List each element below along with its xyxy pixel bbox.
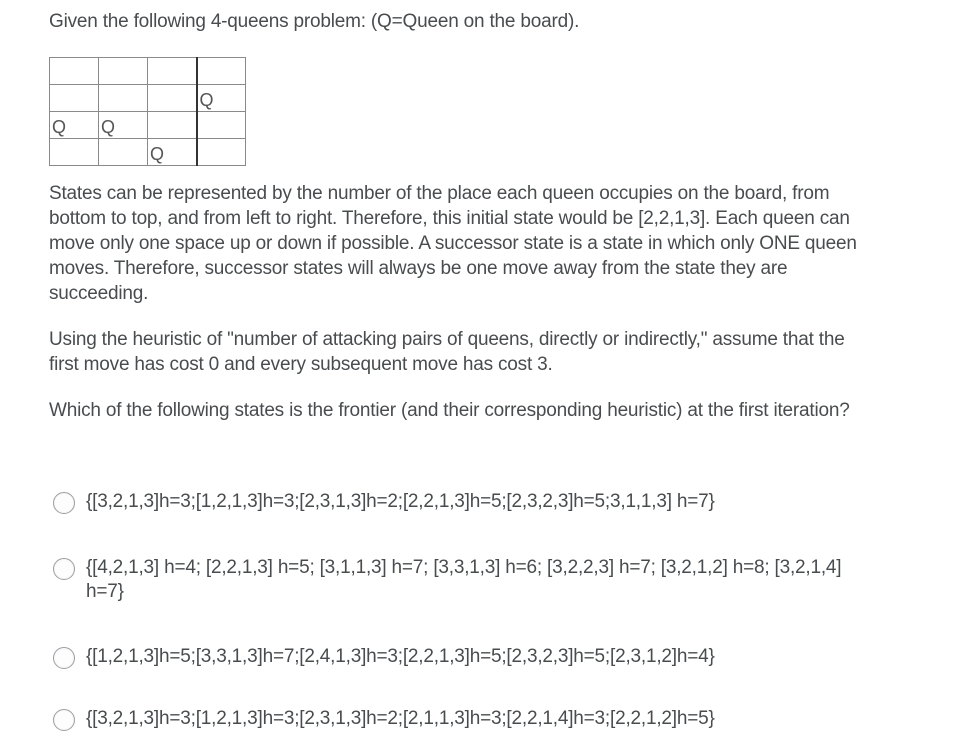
board-cell [99, 58, 148, 85]
chess-board [49, 57, 246, 166]
heuristic-paragraph: Using the heuristic of "number of attacking pairs of queens, directly or indirectly," assume that the first move has cost 0 and every subsequent move has cost 3. [49, 329, 845, 375]
answer-option-4[interactable] [53, 707, 856, 731]
board-cell [50, 139, 99, 166]
radio-unchecked-icon[interactable] [53, 647, 75, 669]
board-cell [50, 58, 99, 85]
answer-option-3[interactable] [53, 645, 856, 669]
question-prompt: Which of the following states is the frontier (and their corresponding heuristic) at the first iteration? [49, 400, 850, 421]
answer-option-label: {[3,2,1,3]h=3;[1,2,1,3]h=3;[2,3,1,3]h=2;[2,2,1,3]h=5;[2,3,2,3]h=5;3,1,1,3] h=7} [86, 491, 715, 512]
queen-marker: Q [52, 117, 66, 137]
board-cell [99, 139, 148, 166]
radio-unchecked-icon[interactable] [53, 709, 75, 731]
queen-marker: Q [199, 90, 214, 110]
radio-unchecked-icon[interactable] [53, 558, 75, 580]
board-cell [197, 112, 246, 139]
description-paragraph: States can be represented by the number of the place each queen occupies on the board, from bottom to top, and from left to right. Therefore, this initial state would be [2,2,1,3]. Each queen can move only one space up or down if possible. A successor state is a state in which only ONE queen moves. Therefore, successor states will always be one move away from the state they are succeeding. [49, 183, 857, 304]
queen-marker: Q [101, 117, 115, 137]
board-cell [197, 139, 246, 166]
board-cell [50, 112, 99, 139]
board-cell [50, 85, 99, 112]
board-cell [197, 58, 246, 85]
board-cell [148, 85, 197, 112]
board-row-2 [50, 112, 246, 139]
board-cell [99, 112, 148, 139]
answer-option-label: {[1,2,1,3]h=5;[3,3,1,3]h=7;[2,4,1,3]h=3;[2,2,1,3]h=5;[2,3,2,3]h=5;[2,3,1,2]h=4} [86, 646, 715, 667]
board-cell [197, 85, 246, 112]
answer-option-label: {[4,2,1,3] h=4; [2,2,1,3] h=5; [3,1,1,3] h=7; [3,3,1,3] h=6; [3,2,2,3] h=7; [3,2,1,2] h=8; [3,2,1,4] h=7} [86, 557, 842, 602]
answer-option-1[interactable] [53, 490, 856, 514]
question-title: Given the following 4-queens problem: (Q=Queen on the board). [49, 11, 580, 32]
board-row-1 [50, 139, 246, 166]
board-cell [148, 58, 197, 85]
board-cell [99, 85, 148, 112]
answer-option-2[interactable] [53, 556, 856, 604]
board-cell [148, 139, 197, 166]
board-cell [148, 112, 197, 139]
queen-marker: Q [150, 144, 164, 164]
board-row-4 [50, 58, 246, 85]
answer-option-label: {[3,2,1,3]h=3;[1,2,1,3]h=3;[2,3,1,3]h=2;[2,1,1,3]h=3;[2,2,1,4]h=3;[2,2,1,2]h=5} [86, 708, 715, 729]
radio-unchecked-icon[interactable] [53, 492, 75, 514]
board-row-3 [50, 85, 246, 112]
